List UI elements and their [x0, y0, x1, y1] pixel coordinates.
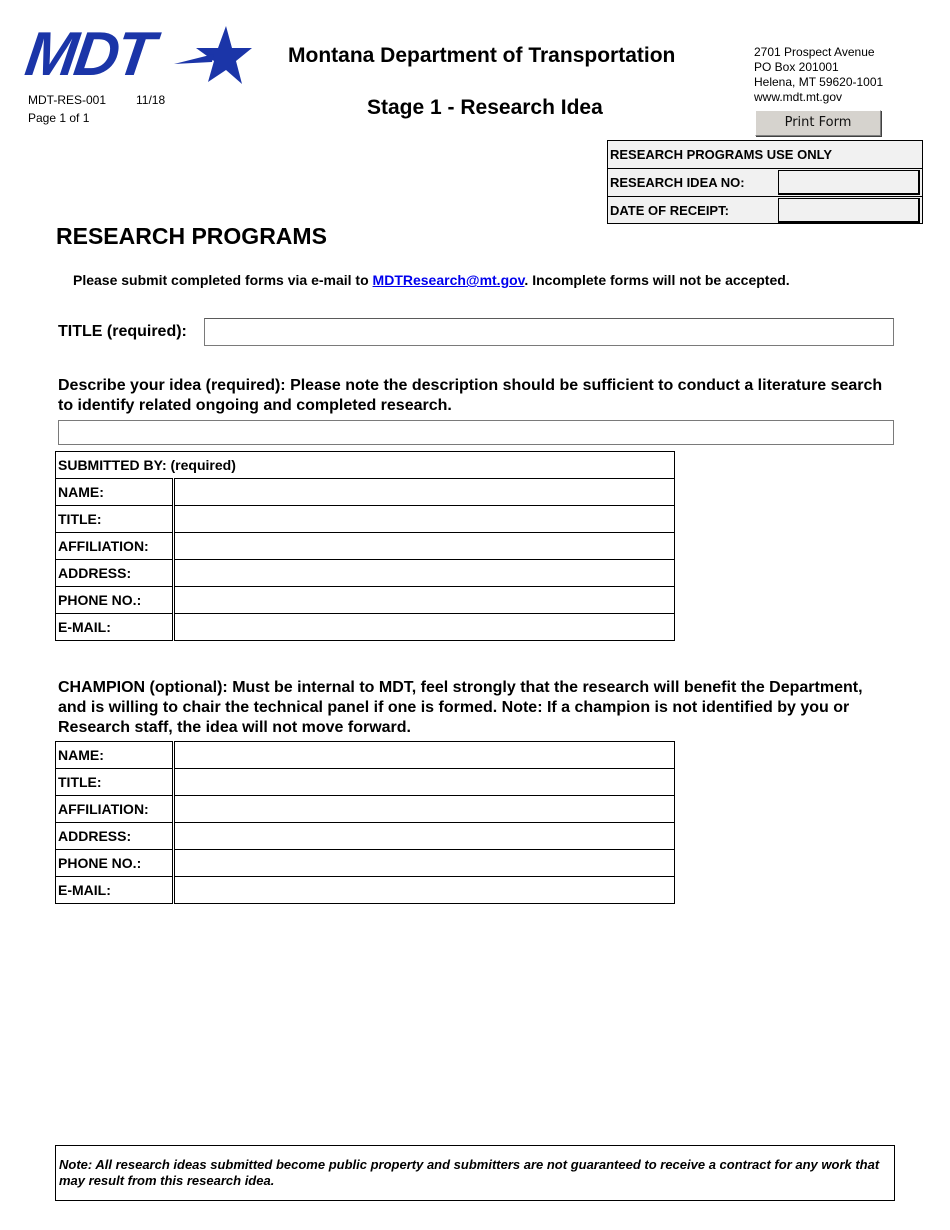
submit-instructions — [73, 272, 790, 288]
receipt-date-row — [608, 197, 922, 225]
champion-name-label: NAME: — [56, 742, 174, 769]
champion-affiliation-field[interactable] — [173, 796, 674, 823]
submitter-phone-field[interactable] — [173, 587, 674, 614]
agency-address — [754, 45, 883, 105]
submitter-name-field[interactable] — [173, 479, 674, 506]
submitted-by-heading: SUBMITTED BY: (required) — [56, 452, 675, 479]
table-row — [56, 614, 675, 641]
office-use-heading: RESEARCH PROGRAMS USE ONLY — [610, 147, 832, 162]
submitter-affiliation-label: AFFILIATION: — [56, 533, 174, 560]
agency-title: Montana Department of Transportation — [288, 44, 676, 67]
logo-text: MDT — [21, 20, 157, 89]
table-row — [56, 560, 675, 587]
describe-input[interactable] — [58, 420, 894, 445]
submitter-address-field[interactable] — [173, 560, 674, 587]
title-input[interactable] — [204, 318, 894, 346]
champion-address-field[interactable] — [173, 823, 674, 850]
submitter-affiliation-field[interactable] — [173, 533, 674, 560]
champion-name-field[interactable] — [173, 742, 674, 769]
champion-title-label: TITLE: — [56, 769, 174, 796]
page-indicator: Page 1 of 1 — [28, 111, 90, 125]
address-line-3: Helena, MT 59620-1001 — [754, 75, 884, 89]
receipt-date-label: DATE OF RECEIPT: — [610, 203, 729, 218]
submitter-title-field[interactable] — [173, 506, 674, 533]
print-form-button[interactable]: Print Form — [755, 110, 881, 136]
idea-no-field[interactable] — [778, 170, 920, 195]
address-line-2: PO Box 201001 — [754, 60, 839, 74]
describe-label: Describe your idea (required): Please note the description should be sufficient to conduct a literature search to identify related ongoing and completed research. — [58, 377, 883, 414]
submitter-address-label: ADDRESS: — [56, 560, 174, 587]
office-use-heading-row — [608, 141, 922, 169]
form-id: MDT-RES-001 — [28, 93, 107, 107]
office-use-box — [607, 140, 923, 224]
table-row — [56, 796, 675, 823]
table-row — [56, 506, 675, 533]
address-line-1: 2701 Prospect Avenue — [754, 45, 875, 59]
table-row — [56, 850, 675, 877]
table-row — [56, 877, 675, 904]
submitter-email-label: E-MAIL: — [56, 614, 174, 641]
champion-email-label: E-MAIL: — [56, 877, 174, 904]
submitter-name-label: NAME: — [56, 479, 174, 506]
table-row — [56, 479, 675, 506]
champion-phone-field[interactable] — [173, 850, 674, 877]
champion-address-label: ADDRESS: — [56, 823, 174, 850]
table-row — [56, 769, 675, 796]
champion-email-field[interactable] — [173, 877, 674, 904]
champion-title-field[interactable] — [173, 769, 674, 796]
receipt-date-field[interactable] — [778, 198, 920, 223]
submit-suffix: . Incomplete forms will not be accepted. — [524, 272, 790, 288]
idea-no-row — [608, 169, 922, 197]
champion-description: CHAMPION (optional): Must be internal to MDT, feel strongly that the research will benefit the Department, and is willing to chair the technical panel if one is formed. Note: If a champion is not identified by you or Research staff, the idea will not move forward. — [58, 679, 863, 736]
form-date: 11/18 — [136, 93, 166, 107]
submitter-phone-label: PHONE NO.: — [56, 587, 174, 614]
champion-table — [55, 741, 675, 904]
stage-title: Stage 1 - Research Idea — [367, 96, 603, 119]
champion-phone-label: PHONE NO.: — [56, 850, 174, 877]
idea-no-label: RESEARCH IDEA NO: — [610, 175, 745, 190]
website-text: www.mdt.mt.gov — [754, 90, 843, 104]
title-label: TITLE (required): — [58, 323, 187, 340]
table-row — [56, 533, 675, 560]
submit-prefix: Please submit completed forms via e-mail to — [73, 272, 373, 288]
section-title: RESEARCH PROGRAMS — [56, 223, 327, 249]
mdt-logo — [21, 20, 226, 90]
email-link[interactable]: MDTResearch@mt.gov — [372, 272, 525, 288]
submitter-email-field[interactable] — [173, 614, 674, 641]
table-row — [56, 587, 675, 614]
champion-affiliation-label: AFFILIATION: — [56, 796, 174, 823]
table-row — [56, 742, 675, 769]
submitter-title-label: TITLE: — [56, 506, 174, 533]
submitted-by-table — [55, 451, 675, 641]
table-row — [56, 823, 675, 850]
public-property-note: Note: All research ideas submitted become public property and submitters are not guaranteed to receive a contract for any work that may result from this research idea. — [55, 1145, 895, 1201]
star-icon — [174, 24, 252, 88]
